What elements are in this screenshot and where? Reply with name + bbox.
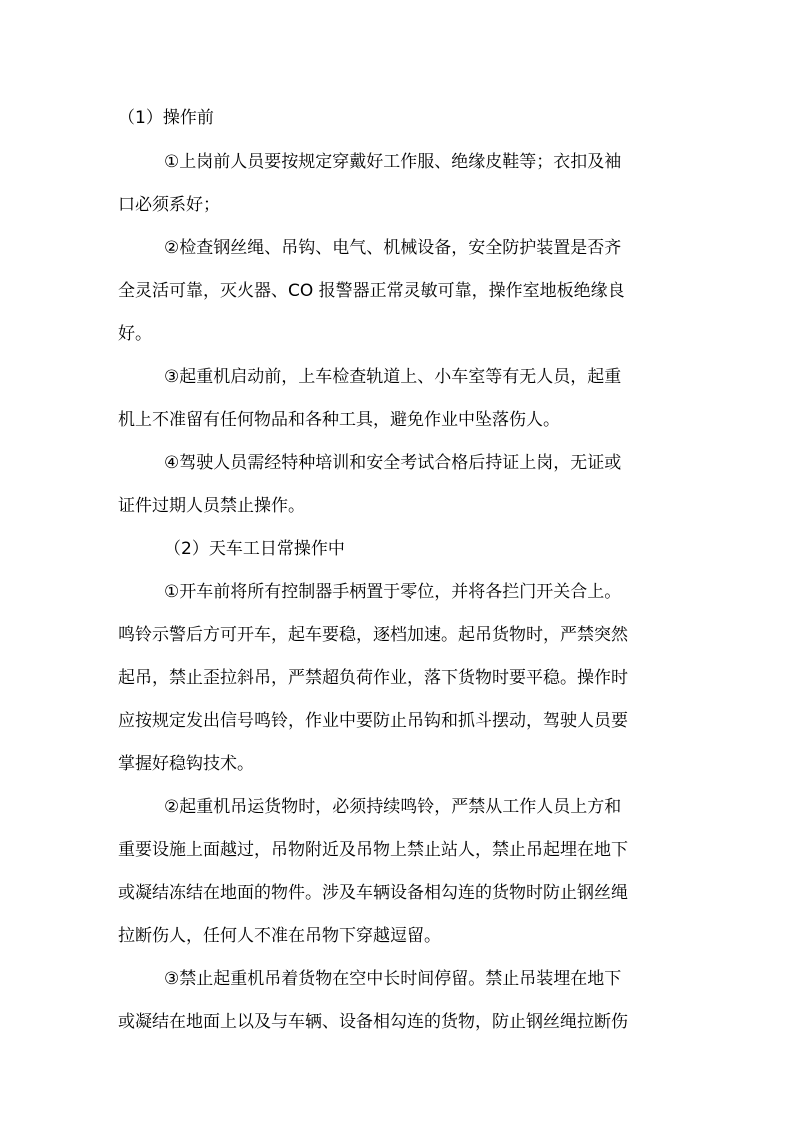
paragraph-line: 口必须系好； [118,195,220,215]
paragraph-line: 或凝结在地面上以及与车辆、设备相勾连的货物，防止钢丝绳拉断伤 [118,1012,628,1032]
paragraph-line: ③禁止起重机吊着货物在空中长时间停留。禁止吊装埋在地下 [164,969,622,989]
paragraph-line: 证件过期人员禁止操作。 [118,496,305,516]
paragraph-line: 重要设施上面越过，吊物附近及吊物上禁止站人，禁止吊起埋在地下 [118,840,628,860]
paragraph-line: 拉断伤人，任何人不准在吊物下穿越逗留。 [118,926,441,946]
paragraph-line: 或凝结冻结在地面的物件。涉及车辆设备相勾连的货物时防止钢丝绳 [118,883,628,903]
heading-before-operation: （1）操作前 [118,108,214,128]
paragraph-line: 应按规定发出信号鸣铃，作业中要防止吊钩和抓斗摆动，驾驶人员要 [118,711,628,731]
paragraph-line: ③起重机启动前，上车检查轨道上、小车室等有无人员，起重 [164,367,622,387]
heading-daily-operation: （2）天车工日常操作中 [164,539,345,559]
paragraph-line: ④驾驶人员需经特种培训和安全考试合格后持证上岗，无证或 [164,453,622,473]
paragraph-line: ①开车前将所有控制器手柄置于零位，并将各拦门开关合上。 [164,582,622,602]
paragraph-line: 全灵活可靠，灭火器、CO 报警器正常灵敏可靠，操作室地板绝缘良 [118,281,625,301]
paragraph-line: 好。 [118,324,152,344]
paragraph-line: 机上不准留有任何物品和各种工具，避免作业中坠落伤人。 [118,410,560,430]
paragraph-line: 起吊，禁止歪拉斜吊，严禁超负荷作业，落下货物时要平稳。操作时 [118,668,628,688]
paragraph-line: 掌握好稳钩技术。 [118,754,254,774]
paragraph-line: ①上岗前人员要按规定穿戴好工作服、绝缘皮鞋等；衣扣及袖 [164,152,622,172]
paragraph-line: ②起重机吊运货物时，必须持续鸣铃，严禁从工作人员上方和 [164,797,622,817]
paragraph-line: 鸣铃示警后方可开车，起车要稳，逐档加速。起吊货物时，严禁突然 [118,625,628,645]
paragraph-line: ②检查钢丝绳、吊钩、电气、机械设备，安全防护装置是否齐 [164,238,622,258]
